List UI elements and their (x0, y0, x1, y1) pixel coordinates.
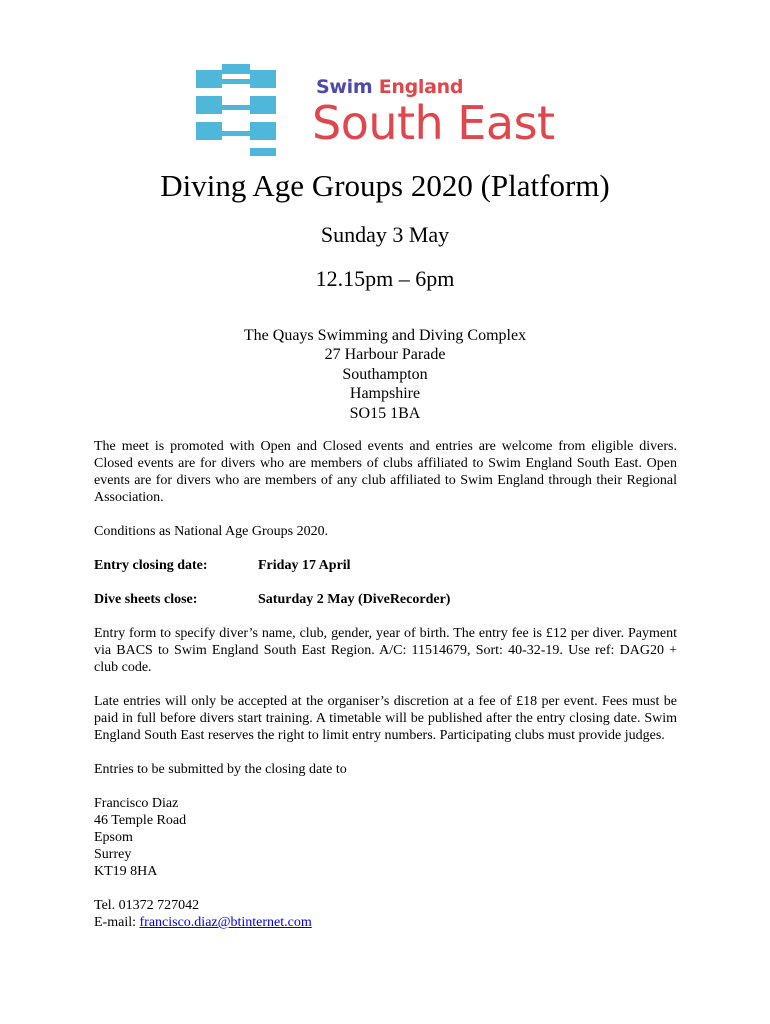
venue-line: The Quays Swimming and Diving Complex (243, 327, 527, 344)
event-time: 12.15pm – 6pm (315, 266, 455, 291)
dive-sheets-value: Saturday 2 May (DiveRecorder) (258, 592, 451, 607)
entry-form-paragraph: Entry form to specify diver’s name, club, gender, year of birth. The entry fee is £12 per diver. Payment via BACS to Swim England South East Region. A/C: 11514679, Sort: 40-32-19. Use ref: DAG20 + club code. (94, 626, 677, 675)
contact-tel: Tel. 01372 727042 (94, 898, 200, 913)
entry-closing-label: Entry closing date: (94, 558, 208, 573)
dive-sheets-row (94, 591, 677, 608)
venue-line: Southampton (342, 365, 428, 383)
contact-address-line: KT19 8HA (94, 864, 158, 879)
contact-address-line: Epsom (94, 830, 133, 845)
submit-intro: Entries to be submitted by the closing date to (94, 762, 347, 777)
venue-line: Hampshire (349, 385, 421, 403)
swim-england-south-east-logo (192, 64, 592, 159)
entry-closing-row (94, 557, 677, 574)
contact-name: Francisco Diaz (94, 796, 179, 811)
logo-text-big: South East (312, 96, 555, 150)
contact-address-line: 46 Temple Road (94, 813, 187, 828)
wave-logo-icon (192, 64, 304, 156)
email-link[interactable]: francisco.diaz@btinternet.com (139, 915, 312, 930)
document-body (94, 438, 677, 931)
conditions-paragraph: Conditions as National Age Groups 2020. (94, 524, 329, 539)
venue-line: SO15 1BA (349, 404, 421, 422)
entry-closing-value: Friday 17 April (258, 558, 351, 573)
dive-sheets-label: Dive sheets close: (94, 592, 198, 607)
logo-text-small: Swim England (316, 76, 464, 98)
venue-address (0, 326, 770, 423)
intro-paragraph: The meet is promoted with Open and Closed events and entries are welcome from eligible divers. Closed events are for divers who are members of clubs affiliated to Swim England South East. Open events are for divers who are members of any club affiliated to Swim England through their Regional Association. (94, 439, 677, 505)
contact-address-line: Surrey (94, 847, 132, 862)
venue-line: 27 Harbour Parade (324, 346, 446, 364)
contact-email-row (94, 914, 677, 931)
email-label: E-mail: (94, 915, 136, 930)
contact-address (94, 795, 677, 880)
late-entries-paragraph: Late entries will only be accepted at the organiser’s discretion at a fee of £18 per event. Fees must be paid in full before divers start training. A timetable will be published after the entry closing date. Swim England South East reserves the right to limit entry numbers. Participating clubs must provide judges. (94, 694, 677, 743)
event-date: Sunday 3 May (320, 222, 450, 247)
document-title: Diving Age Groups 2020 (Platform) (160, 168, 610, 203)
